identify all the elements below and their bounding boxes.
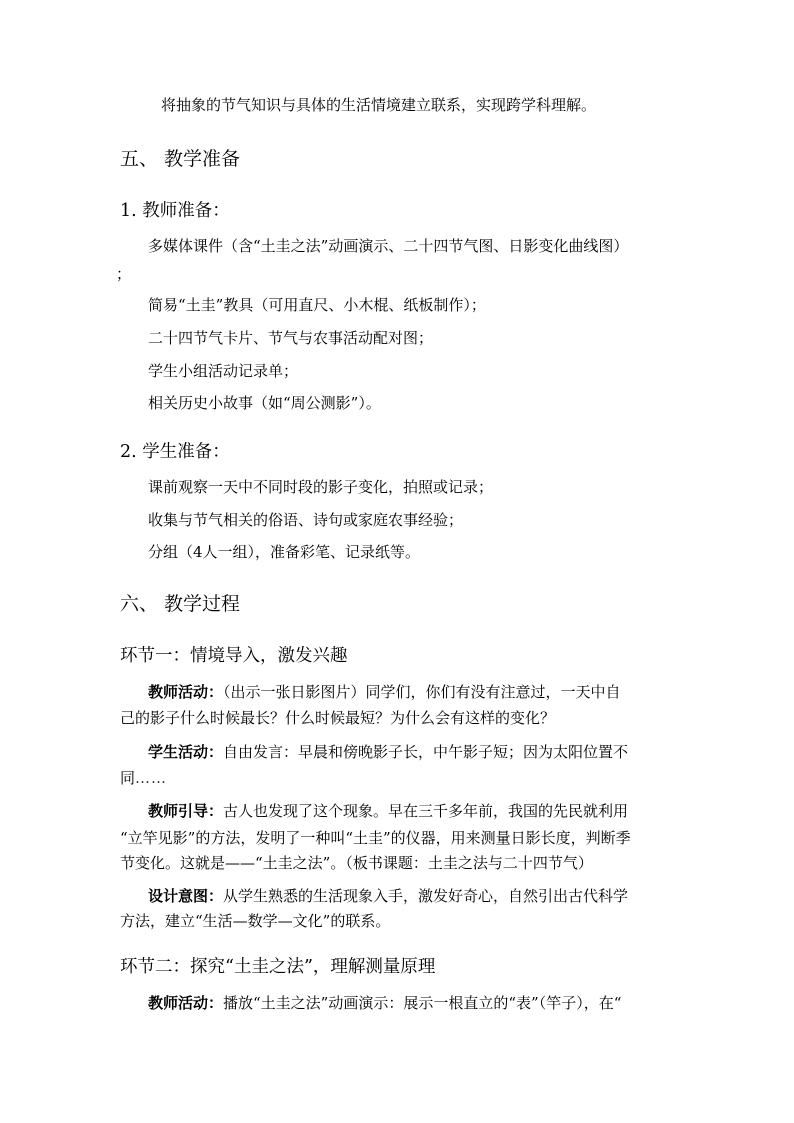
student-prep-item: 分组（4人一组），准备彩笔、记录纸等。 (148, 543, 421, 561)
teacher-activity-text: （出示一张日影图片）同学们，你们有没有注意过，一天中自 (223, 683, 621, 701)
teacher-prep-item: 二十四节气卡片、节气与农事活动配对图； (148, 329, 434, 347)
step-1-title: 环节一：情境导入，激发兴趣 (120, 646, 348, 666)
student-prep-heading: 2. 学生准备： (120, 442, 230, 462)
teacher-activity-label: 教师活动： (148, 994, 224, 1012)
section-5-title: 五、 教学准备 (120, 148, 241, 170)
teacher-prep-heading: 1. 教师准备： (120, 201, 230, 221)
design-intent-text: 方法，建立“生活—数学—文化”的联系。 (120, 912, 391, 930)
ellipsis: …… (135, 769, 168, 787)
student-activity-label: 学生活动： (148, 743, 224, 761)
section-6-title: 六、 教学过程 (120, 593, 241, 615)
teacher-activity-line (148, 682, 621, 702)
teacher-prep-item: 简易“土圭”教具（可用直尺、小木棍、纸板制作）； (148, 296, 486, 314)
teacher-guide-text: 古人也发现了这个现象。早在三千多年前，我国的先民就利用 (223, 802, 629, 820)
intro-paragraph: 将抽象的节气知识与具体的生活情境建立联系，实现跨学科理解。 (161, 96, 597, 114)
design-intent-line (148, 886, 628, 906)
student-activity-text: 同 (120, 769, 136, 787)
student-prep-item: 课前观察一天中不同时段的影子变化，拍照或记录； (148, 478, 494, 496)
design-intent-label: 设计意图： (148, 887, 224, 905)
student-activity-line (148, 742, 628, 762)
step-2-title: 环节二：探究“土圭之法”，理解测量原理 (120, 957, 436, 977)
teacher-guide-text: “立竿见影”的方法，发明了一种叫“土圭”的仪器，用来测量日影长度，判断季 (120, 829, 631, 847)
teacher-prep-item: 多媒体课件（含“土圭之法”动画演示、二十四节气图、日影变化曲线图） (148, 237, 629, 255)
student-prep-item: 收集与节气相关的俗语、诗句或家庭农事经验； (148, 511, 464, 529)
teacher-prep-item: 相关历史小故事（如“周公测影”）。 (148, 394, 381, 412)
design-intent-text: 从学生熟悉的生活现象入手，激发好奇心，自然引出古代科学 (223, 887, 629, 905)
teacher-prep-item: 学生小组活动记录单； (148, 362, 299, 380)
student-activity-continuation (120, 768, 167, 788)
teacher-activity-text: 己的影子什么时候最长？什么时候最短？为什么会有这样的变化？ (120, 709, 556, 727)
teacher-guide-text: 节变化。这就是——“土圭之法”。（板书课题：土圭之法与二十四节气） (120, 854, 593, 872)
teacher-activity-text: 播放“土圭之法”动画演示：展示一根直立的“表”（竿子），在“ (223, 994, 622, 1012)
teacher-guide-line (148, 801, 628, 821)
student-activity-text: 自由发言：早晨和傍晚影子长，中午影子短；因为太阳位置不 (223, 743, 629, 761)
step-2-teacher-activity-line (148, 993, 621, 1013)
teacher-guide-label: 教师引导： (148, 802, 224, 820)
teacher-prep-item: ； (116, 265, 132, 283)
teacher-activity-label: 教师活动： (148, 683, 224, 701)
